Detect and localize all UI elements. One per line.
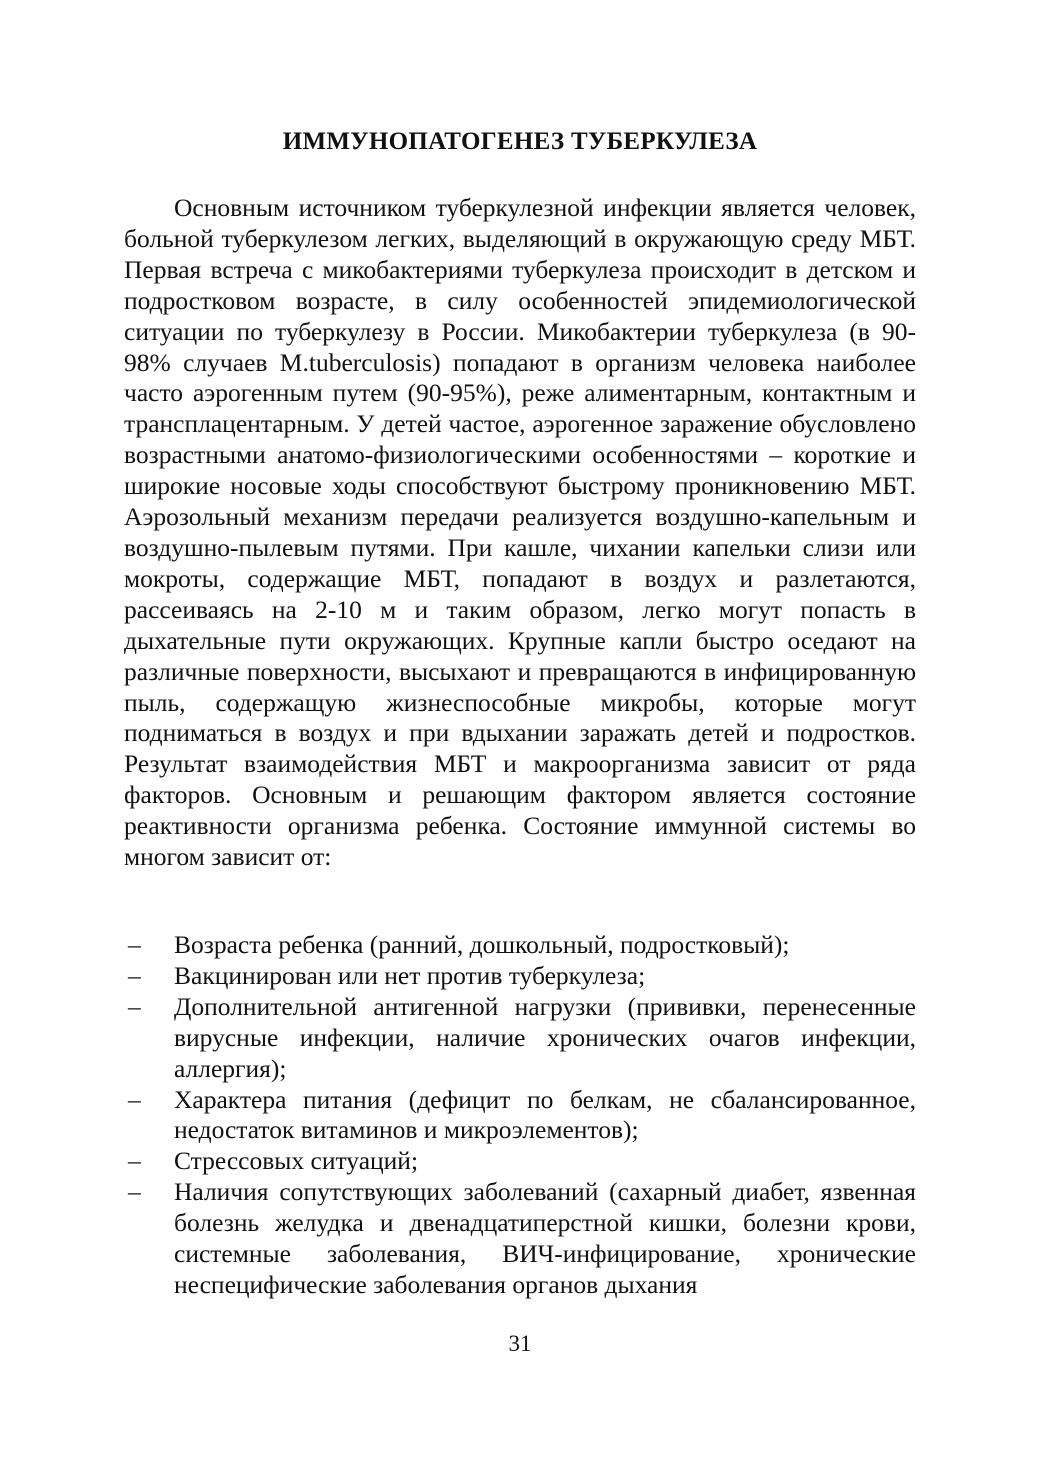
list-item-text: Характера питания (дефицит по белкам, не сбалансированное, недостаток витаминов и микроэлементов); [174,1084,916,1145]
list-dash: – [128,1177,141,1207]
list-item [124,1177,916,1301]
list-dash: – [128,930,141,959]
list-item-text: Стрессовых ситуаций; [174,1146,419,1176]
list-item [124,1146,916,1177]
page-number: 31 [508,1331,532,1356]
list-item-text: Возраста ребенка (ранний, дошкольный, подростковый); [174,930,790,959]
list-item-text: Дополнительной антигенной нагрузки (прививки, перенесенные вирусные инфекции, наличие хронических очагов инфекции, аллергия); [174,991,916,1083]
list-dash: – [128,1084,141,1114]
document-page [124,0,916,1471]
list-item [124,1085,916,1147]
list-dash: – [128,991,141,1021]
body-paragraph: Основным источником туберкулезной инфекции является человек, больной туберкулезом легких, выделяющий в окружающую среду МБТ. Первая встреча с микобактериями туберкулеза происходит в детском и подростковом возрасте, в силу особенностей эпидемиологической ситуации по туберкулезу в России. Микобактерии туберкулеза (в 90-98% случаев M.tuberculosis) попадают в организм человека наиболее часто аэрогенным путем (90-95%), реже алиментарным, контактным и трансплацентарным. У детей частое, аэрогенное заражение обусловлено возрастными анатомо-физиологическими особенностями – короткие и широкие носовые ходы способствуют быстрому проникновению МБТ. Аэрозольный механизм передачи реализуется воздушно-капельным и воздушно-пылевым путями. При кашле, чихании капельки слизи или мокроты, содержащие МБТ, попадают в воздух и разлетаются, рассеиваясь на 2-10 м и таким образом, легко могут попасть в дыхательные пути окружающих. Крупные капли быстро оседают на различные поверхности, высыхают и превращаются в инфицированную пыль, содержащую жизнеспособные микробы, которые могут подниматься в воздух и при вдыхании заражать детей и подростков. Результат взаимодействия МБТ и макроорганизма зависит от ряда факторов. Основным и решающим фактором является состояние реактивности организма ребенка. Состояние иммунной системы во многом зависит от: [124,193,916,872]
page-title: ИММУНОПАТОГЕНЕЗ ТУБЕРКУЛЕЗА [282,128,758,155]
list-item [124,992,916,1085]
list-dash: – [128,960,141,990]
list-item-text: Наличия сопутствующих заболеваний (сахарный диабет, язвенная болезнь желудка и двенадцатиперстной кишки, болезни крови, системные заболевания, ВИЧ-инфицирование, хронические неспецифические заболевания органов дыхания [174,1177,916,1299]
factor-list [124,930,916,1301]
list-item [124,930,916,961]
list-dash: – [128,1146,141,1176]
list-item [124,961,916,992]
list-item-text: Вакцинирован или нет против туберкулеза; [174,960,646,990]
